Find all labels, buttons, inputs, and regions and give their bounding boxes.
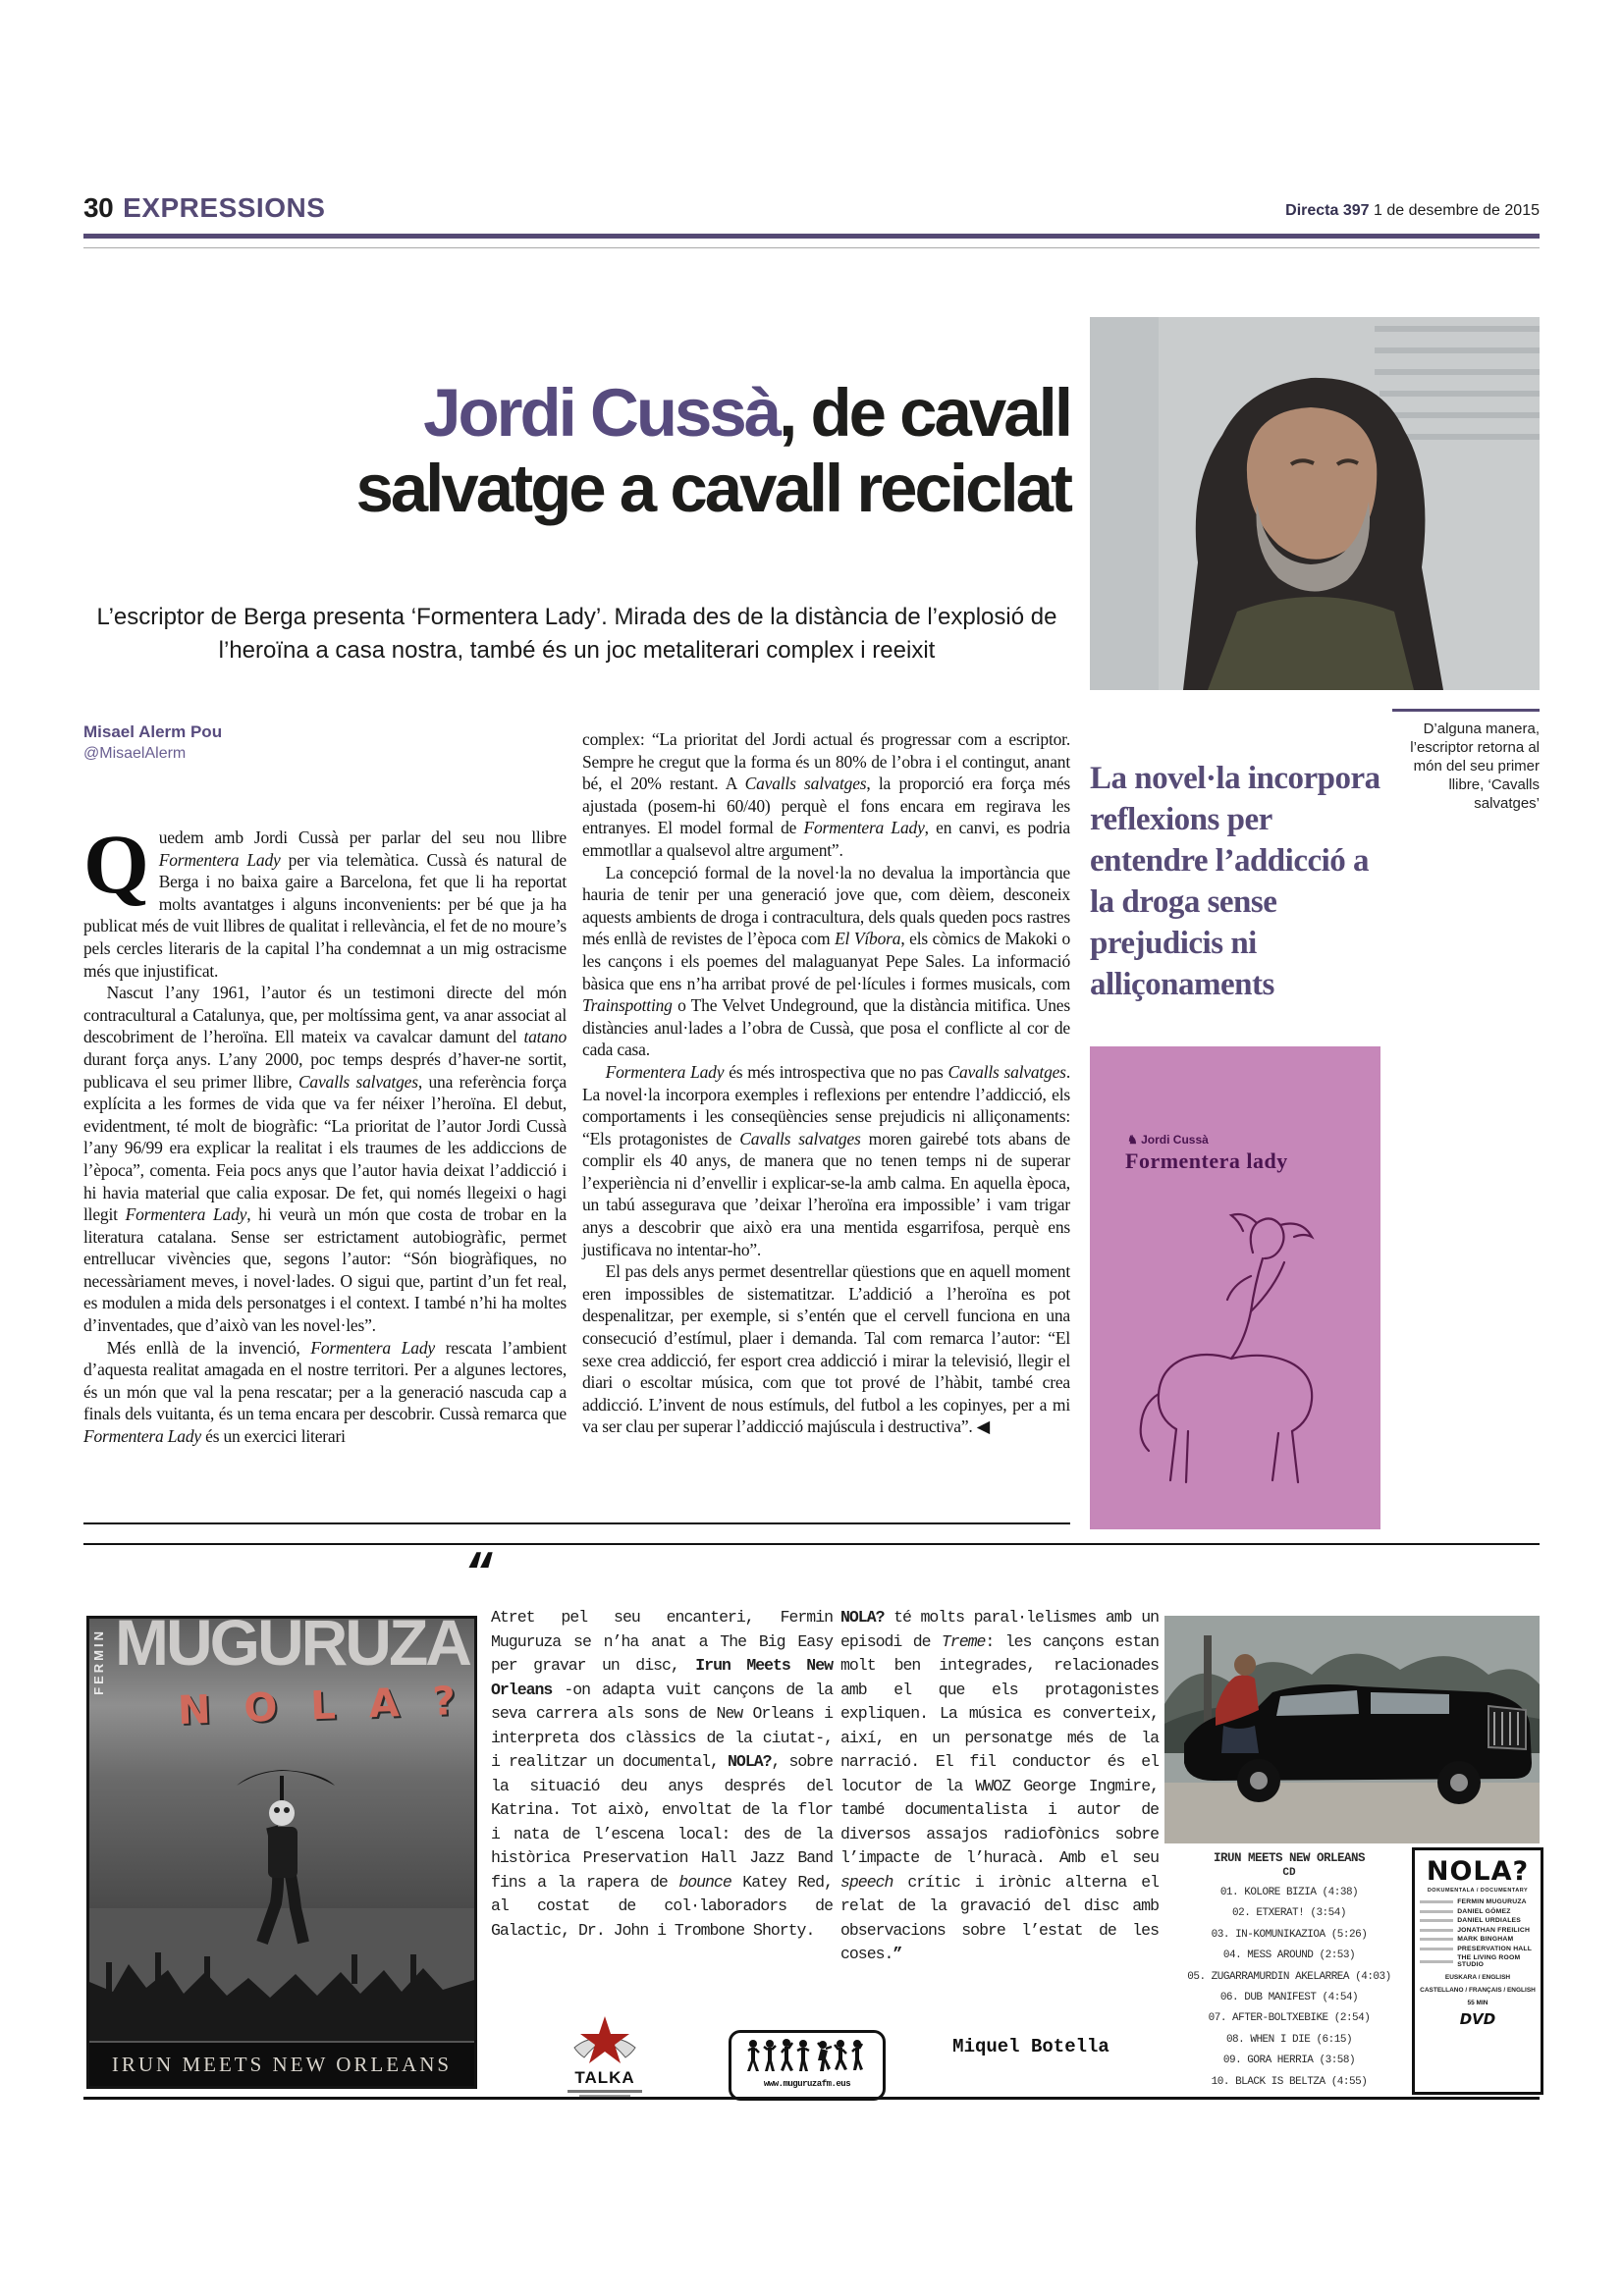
portrait-illustration [1090, 317, 1540, 690]
headline-rest: , de cavall [779, 375, 1070, 451]
second-line-parade-illustration [89, 1746, 474, 2041]
pull-quote: La novel·la incorpora reflexions per entendre l’addicció a la droga sense prejudicis ni alliçonaments [1090, 761, 1380, 1002]
tracklist-tracks: 01. KOLORE BIZIA (4:38) 02. ETXERAT! (3:54) 03. IN-KOMUNIKAZIOA (5:26) 04. MESS AROUND (2:53) 05. ZUGARRAMURDIN AKELARREA (4:03) 06. DUB MANIFEST (4:54) 07. AFTER-BOLTXEBIKE (2:54) 08. WHEN I DIE (6:15) 09. GORA HERRIA (3:58) 10. BLACK IS BELTZA (4:55) [1187, 1887, 1391, 2088]
dvd-format-logo: DVD [1459, 2010, 1496, 2028]
album-artist: MUGURUZA [115, 1616, 469, 1679]
nola-logo: NOLA? [1426, 1856, 1530, 1887]
tracklist-format: CD [1282, 1867, 1296, 1879]
dvd-subtitle: DOKUMENTALA / DOCUMENTARY [1427, 1888, 1529, 1894]
review-column-2: NOLA? té molts paral·lelismes amb un episodi de Treme: les cançons estan molt ben integrades, relacionades amb el que els protagonistes expliquen. La música es converteix, així, en un personatge més de la narració. El fil conductor és el locutor de la WWOZ George Ingmire, també documentalista i autor de diversos assajos radiofònics sobre l’impacte de l’huracà. Amb el seu speech crític i irònic alterna el relat de la gravació del disc amb observacions sobre l’estat de les coses.” [840, 1608, 1159, 1963]
dvd-languages: EUSKARA / ENGLISH [1444, 1974, 1511, 1981]
section-divider-2 [83, 1543, 1540, 1545]
book-cover-author [1127, 1133, 1209, 1147]
book-cover [1090, 1046, 1380, 1529]
issue-date: 1 de desembre de 2015 [1369, 202, 1540, 219]
dancing-figures-icon [743, 2039, 871, 2072]
byline [83, 722, 222, 763]
album-artist-vertical: FERMIN [91, 1629, 106, 1695]
review-author: Miquel Botella [952, 2036, 1109, 2057]
tracklist-title: IRUN MEETS NEW ORLEANS [1213, 1851, 1366, 1865]
column-1-text: uedem amb Jordi Cussà per parlar del seu nou llibre Formentera Lady per via telemàtica. Cussà és natural de Berga i no baixa gaire a Barcelona, fet que li ha reportat molts avantatges i alguns inconvenients: per bé que ja ha publicat més de vuit llibres de qualitat i rellevància, el fet de no moure’s pels cercles literaris de la capital l’ha condemnat a un mig ostracisme més que injustificat. Nascut l’any 1961, l’autor és un testimoni directe del món contracultural a Catalunya, que, per moltíssima gent, va anar associat al descobriment de l’heroïna. Ell mateix va cavalcar damunt del tatano durant força anys. L’any 2000, poc temps després d’haver-ne sortit, publicava el seu primer llibre, Cavalls salvatges, una referència força explícita a les formes de vida que va fer néixer l’heroïna. El debut, evidentment, té molt de biogràfic: “La prioritat de l’autor Jordi Cussà l’any 96/99 era explicar la realitat i els traumes de les addiccions de l’època”, comenta. Feia pocs anys que l’autor havia deixat l’addicció i hi havia material que calia exposar. De fet, qui només llegeixi o hagi llegit Formentera Lady, hi veurà un món que costa de trobar en la literatura catalana. Sense ser estrictament autobiogràfic, permet entrellucar vivències que, segons l’autor: “Són biogràfiques, no necessàriament meves, i novel·lades. O sigui que, partint d’un fet real, es modulen a mida dels personatges i el context. I també n’hi ha moltes d’inventades, que d’això van les novel·les”. Més enllà de la invenció, Formentera Lady rescata l’ambient d’aquesta realitat amagada en el nostre territori. Per a algunes lectores, és un món que val la pena rescatar; per a la generació nascuda cap a finals dels vuitanta, és un tema encara per descobrir. Cussà remarca que Formentera Lady és un exercici literari [83, 828, 567, 1447]
talka-records-logo [546, 2014, 664, 2097]
article-subtitle: L’escriptor de Berga presenta ‘Formentera Lady’. Mirada des de la distància de l’explosió de l’heroïna a casa nostra, també és un joc metaliterari complex i reeixit [96, 604, 1057, 664]
tracklist-panel [1170, 1851, 1408, 2093]
talka-logo-text: TALKA [574, 2068, 635, 2087]
byline-twitter-handle: @MisaelAlerm [83, 745, 187, 762]
album-banner-text: IRUN MEETS NEW ORLEANS [111, 2052, 453, 2076]
column-2-text: complex: “La prioritat del Jordi actual és progressar com a escriptor. Sempre he cregut que la forma és un 80% de l’obra i el contingut, anant bé, el 20% restant. A Cavalls salvatges, la proporció era força més ajustada (posem-hi 60/40) perquè el fons encara em regirava les entranyes. El model formal de Formentera Lady, en canvi, es podria emmotllar a qualsevol altre argument”. La concepció formal de la novel·la no devalua la importància que hauria de tenir per una generació jove que, com dèiem, desconeix aquests ambients de droga i contracultura, dels quals queden pocs rastres més enllà de revistes de l’època com El Víbora, els còmics de Makoki o les cançons i els poemes del malaguanyat Pepe Sales. La informació bàsica que ens n’ha arribat prové de pel·lícules i formes musicals, com Trainspotting o The Velvet Undeground, que la distància mitifica. Unes distàncies anul·lades a l’obra de Cussà, que posa el conflicte al cor de cada casa. Formentera Lady és més introspectiva que no pas Cavalls salvatges. La novel·la incorpora exemples i reflexions per entendre l’addicció, els comportaments i les conseqüències sense prejudicis ni alliçonaments: “Els protagonistes de Cavalls salvatges moren gairebé tots abans de complir els 40 anys, de manera que no tenen temps ni de superar l’experiència ni d’envellir i explicar-se-la amb calma. En aquella època, un tabú assegurava que ’deixar l’heroïna era impossible’ i vam trigar anys a descobrir que això era una mentida esgarrifosa, perquè ens justificava no intentar-ho”. El pas dels anys permet desentrellar qüestions que en aquell moment eren impossibles de sistematitzar. L’addició a l’heroïna es pot despenalitzar, per exemple, si s’entén que el cervell funciona en una consecució d’estímul, plaer i demanda. Tal com remarca l’autor: “El sexe crea addicció, fer esport crea addicció i mirar la televisió, llegir el diari o escoltar música, com que tot prové de l’hàbit, també crea addicció. L’invent de nous estímuls, del futbol a les copinyes, per a mi va ser clau per superar l’addicció majúscula i destructiva”. ◀ [582, 729, 1070, 1437]
section-header [83, 192, 325, 224]
book-cover-title: Formentera lady [1125, 1148, 1288, 1173]
dvd-duration: 55 MIN [1467, 2000, 1488, 2006]
muguruzafm-logo [729, 2030, 886, 2101]
album-cover [86, 1616, 477, 2089]
article-column-1 [83, 817, 567, 1448]
publisher-mark-icon: ♞ [1127, 1133, 1138, 1147]
opening-quote-mark: “ [465, 1547, 497, 1605]
header-rule-thin [83, 247, 1540, 248]
dvd-credits-panel [1412, 1847, 1543, 2095]
drop-cap: Q [83, 817, 149, 911]
article-headline [83, 375, 1070, 526]
centaur-illustration [1137, 1194, 1343, 1503]
masthead-date [1285, 202, 1540, 220]
article-column-2 [582, 728, 1070, 1438]
book-author-name: Jordi Cussà [1141, 1133, 1209, 1147]
muguruzafm-url: www.muguruzafm.eus [763, 2079, 851, 2089]
headline-accent: Jordi Cussà [423, 375, 780, 451]
talka-star-icon [568, 2014, 641, 2067]
section-divider-1 [83, 1522, 1070, 1524]
dvd-subtitle-languages: CASTELLANO / FRANÇAIS / ENGLISH [1420, 1987, 1536, 1994]
talka-tagline-bar [568, 2090, 642, 2093]
album-title: N O L A ? [177, 1678, 466, 1735]
author-portrait-photo [1090, 317, 1540, 690]
headline-line2: salvatge a cavall reciclat [355, 451, 1070, 526]
page-number: 30 [83, 192, 114, 223]
bottom-rule [83, 2097, 1540, 2100]
dvd-credits-list: FERMIN MUGURUZA DANIEL GÓMEZ DANIEL URDIALES JONATHAN FREILICH MARK BINGHAM PRESERVATION HALL THE LIVING ROOM STUDIO [1420, 1898, 1536, 1968]
masthead: Directa 397 [1285, 202, 1370, 219]
photo-caption: D’alguna manera, l’escriptor retorna al món del seu primer llibre, ‘Cavalls salvatges’ [1392, 709, 1540, 813]
review-column-1: Atret pel seu encanteri, Fermin Muguruza se n’ha anat a The Big Easy per gravar un disc, Irun Meets New Orleans -on adapta vuit cançons de la seva carrera als sons de New Orleans i interpreta dos clàssics de la ciutat-, i realitzar un documental, NOLA?, sobre la situació deu anys després del Katrina. Tot això, envoltat de la flor i nata de l’escena local: des de la històrica Preservation Hall Jazz Band fins a la rapera de bounce Katey Red, al costat de col·laboradors de Galactic, Dr. John i Trombone Shorty. [491, 1608, 834, 1940]
header-rule [83, 234, 1540, 239]
hearse-photo [1164, 1616, 1540, 1843]
byline-name: Misael Alerm Pou [83, 722, 223, 741]
album-banner [89, 2043, 474, 2086]
section-title: EXPRESSIONS [123, 192, 326, 223]
